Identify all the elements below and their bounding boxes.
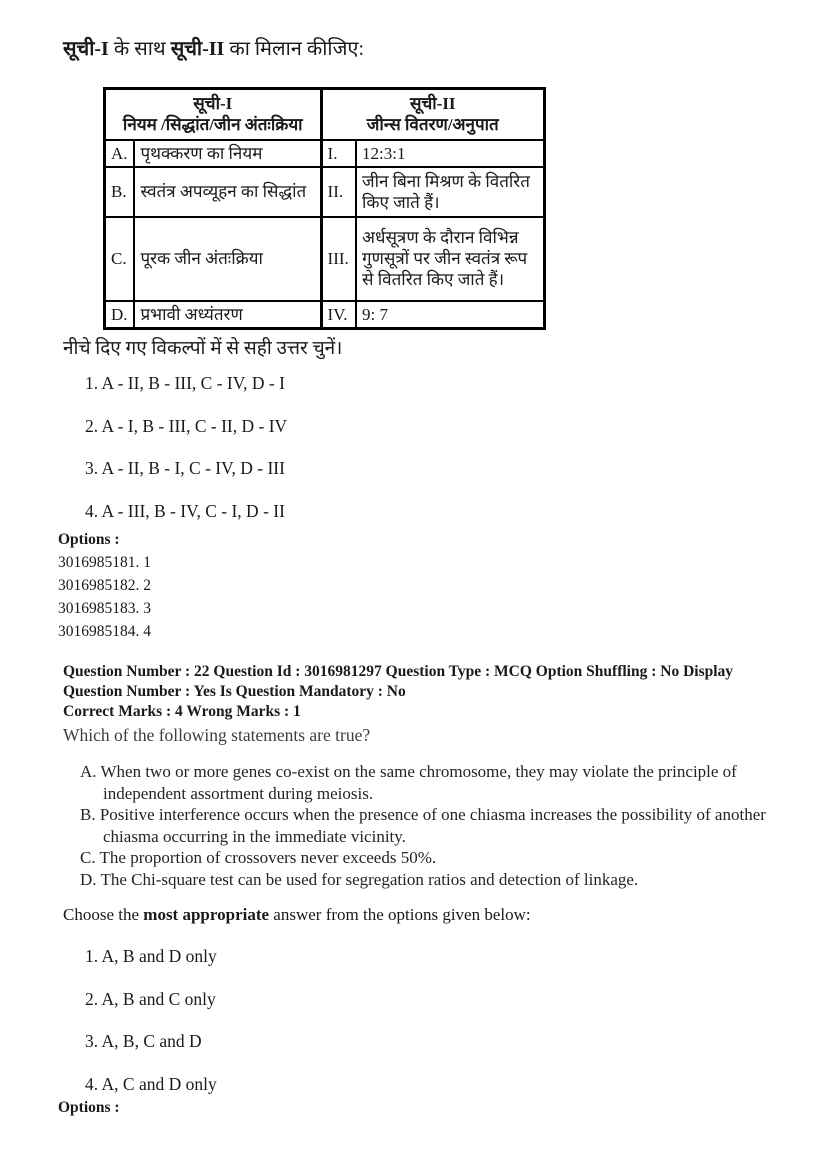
option-2: 2. A, B and C only <box>85 988 216 1009</box>
statement-text: The Chi-square test can be used for segregation ratios and detection of linkage. <box>100 869 639 889</box>
statement-b <box>80 804 780 847</box>
options-label: Options : <box>58 531 120 548</box>
table-row <box>105 217 545 301</box>
option-id: 3016985183. 3 <box>58 600 151 617</box>
question-meta-line: Question Number : 22 Question Id : 3016981297 Question Type : MCQ Option Shuffling : No Display Question Number : Yes Is Question Mandatory : No <box>63 663 734 700</box>
list2-title: सूची-II <box>409 94 456 113</box>
row-item: पृथक्करण का नियम <box>134 140 321 167</box>
row-roman: IV. <box>321 301 356 329</box>
option-3: 3. A, B, C and D <box>85 1031 202 1051</box>
row-item: प्रभावी अध्यंतरण <box>134 301 321 329</box>
hindi-options-list <box>85 372 287 542</box>
statement-label: C. <box>80 848 96 867</box>
option-4: 4. A, C and D only <box>85 1073 217 1094</box>
row-roman: I. <box>321 140 356 167</box>
row-letter: A. <box>105 140 135 167</box>
option-id: 3016985182. 2 <box>58 577 151 594</box>
list1-subtitle: नियम /सिद्धांत/जीन अंतःक्रिया <box>122 115 303 135</box>
row-value: 12:3:1 <box>356 140 545 167</box>
statements-list <box>80 761 780 890</box>
option-3: 3. A - II, B - I, C - IV, D - III <box>85 458 285 478</box>
row-letter: C. <box>105 217 135 301</box>
list2-subtitle: जीन्स वितरण/अनुपात <box>366 115 499 135</box>
option-id-list <box>58 551 151 643</box>
list1-title: सूची-I <box>193 94 233 113</box>
table-row <box>105 301 545 329</box>
english-options-list <box>85 945 217 1115</box>
option-id: 3016985181. 1 <box>58 554 151 571</box>
statement-d <box>80 869 780 891</box>
option-1: 1. A - II, B - III, C - IV, D - I <box>85 373 285 393</box>
row-letter: D. <box>105 301 135 329</box>
row-roman: II. <box>321 167 356 217</box>
statement-a <box>80 761 780 804</box>
match-table <box>103 87 546 330</box>
statement-label: B. <box>80 805 96 824</box>
option-4: 4. A - III, B - IV, C - I, D - II <box>85 500 285 521</box>
hindi-instruction: नीचे दिए गए विकल्पों में से सही उत्तर चुनें। <box>63 338 343 359</box>
table-row <box>105 167 545 217</box>
statement-text: When two or more genes co-exist on the same chromosome, they may violate the principle of independent assortment during meiosis. <box>100 762 737 803</box>
row-roman: III. <box>321 217 356 301</box>
row-item: पूरक जीन अंतःक्रिया <box>134 217 321 301</box>
statement-c <box>80 847 780 869</box>
question-meta-block <box>63 662 779 746</box>
statement-text: Positive interference occurs when the presence of one chiasma increases the possibility of another chiasma occurring in the immediate vicinity. <box>99 805 766 846</box>
table-row <box>105 140 545 167</box>
marks-line: Correct Marks : 4 Wrong Marks : 1 <box>63 703 301 720</box>
options-id-block <box>58 528 151 643</box>
list2-header <box>321 89 544 140</box>
row-item: स्वतंत्र अपव्यूहन का सिद्धांत <box>134 167 321 217</box>
choose-instruction: Choose the most appropriate answer from the options given below: <box>63 905 531 924</box>
row-value: 9: 7 <box>356 301 545 329</box>
option-1: 1. A, B and D only <box>85 946 217 966</box>
row-value: अर्धसूत्रण के दौरान विभिन्न गुणसूत्रों पर जीन स्वतंत्र रूप से वितरित किए जाते हैं। <box>356 217 545 301</box>
statement-label: A. <box>80 762 97 781</box>
option-2: 2. A - I, B - III, C - II, D - IV <box>85 415 288 436</box>
option-id: 3016985184. 4 <box>58 623 151 640</box>
row-letter: B. <box>105 167 135 217</box>
match-table-header-row <box>105 89 545 140</box>
row-value: जीन बिना मिश्रण के वितरित किए जाते हैं। <box>356 167 545 217</box>
options-label: Options : <box>58 1099 120 1116</box>
hindi-match-heading: सूची-I के साथ सूची-II का मिलान कीजिए: <box>63 38 365 60</box>
statement-label: D. <box>80 869 97 889</box>
question-text: Which of the following statements are true? <box>63 724 371 745</box>
options-id-block-2 <box>58 1096 120 1119</box>
list1-header <box>105 89 322 140</box>
statement-text: The proportion of crossovers never exceeds 50%. <box>99 848 437 867</box>
